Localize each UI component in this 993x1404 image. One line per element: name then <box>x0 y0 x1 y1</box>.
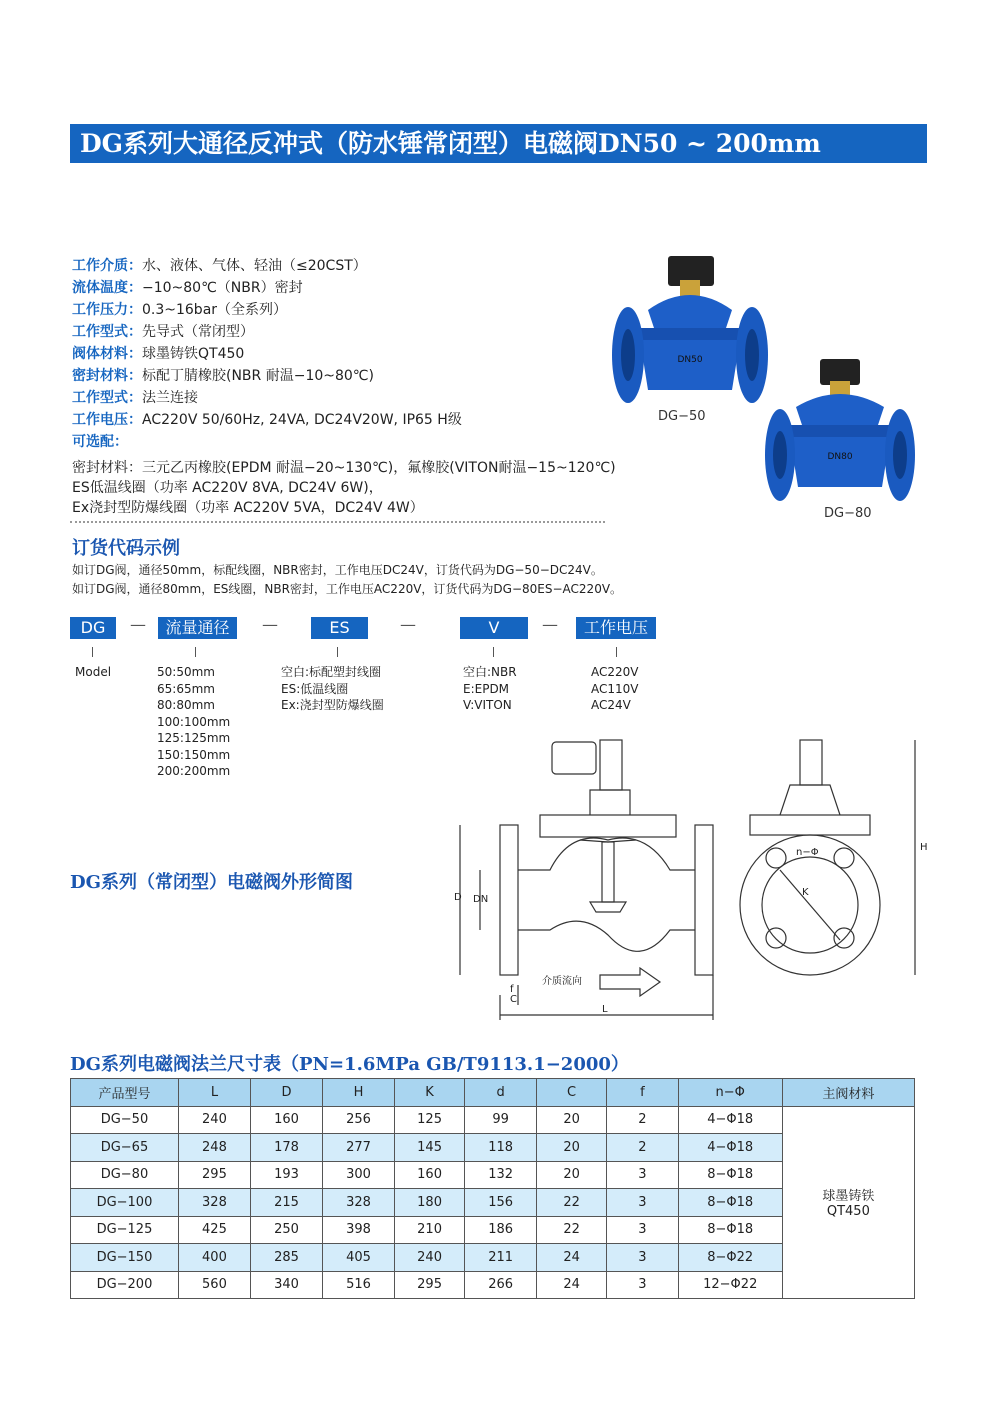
spec-list <box>72 255 462 453</box>
table-cell: 193 <box>250 1161 322 1189</box>
option-item: AC220V <box>591 665 639 679</box>
valve-body-text: DN80 <box>827 452 853 462</box>
table-cell: 156 <box>465 1189 537 1217</box>
table-cell: 8−Φ22 <box>678 1244 782 1272</box>
flange-dimension-table <box>70 1078 915 1299</box>
spec-key: 可选配： <box>72 434 128 450</box>
table-row <box>71 1106 915 1134</box>
spec-key: 工作介质： <box>72 258 142 274</box>
table-cell: 22 <box>537 1216 607 1244</box>
dim-label-nphi: n−Φ <box>796 847 819 858</box>
table-cell: 398 <box>323 1216 395 1244</box>
table-cell: 405 <box>323 1244 395 1272</box>
dotted-divider <box>70 521 605 523</box>
table-cell: 240 <box>395 1244 465 1272</box>
spec-key: 工作电压： <box>72 412 142 428</box>
spec-value: 球墨铸铁QT450 <box>142 346 245 362</box>
table-cell: 12−Φ22 <box>678 1271 782 1299</box>
code-box-size: 流量通径 <box>158 617 237 639</box>
table-cell: DG−65 <box>71 1134 179 1162</box>
connector-line <box>92 647 93 657</box>
valve-outline-drawing <box>440 730 930 1030</box>
table-cell: 277 <box>323 1134 395 1162</box>
dim-label-H: H <box>920 842 928 853</box>
table-cell: DG−125 <box>71 1216 179 1244</box>
column-header: 主阀材料 <box>782 1079 914 1107</box>
table-cell: DG−50 <box>71 1106 179 1134</box>
table-cell: 4−Φ18 <box>678 1106 782 1134</box>
seal-options <box>463 664 517 714</box>
table-cell: 328 <box>178 1189 250 1217</box>
table-cell: 8−Φ18 <box>678 1216 782 1244</box>
table-cell: 295 <box>178 1161 250 1189</box>
table-cell: 125 <box>395 1106 465 1134</box>
table-cell: 99 <box>465 1106 537 1134</box>
table-cell: DG−80 <box>71 1161 179 1189</box>
table-cell: DG−200 <box>71 1271 179 1299</box>
table-cell: 400 <box>178 1244 250 1272</box>
option-item: 空白:NBR <box>463 665 517 679</box>
flow-direction-label: 介质流向 <box>542 976 582 987</box>
table-cell: 256 <box>323 1106 395 1134</box>
table-cell: 3 <box>607 1271 679 1299</box>
spec-value: 先导式（常闭型） <box>142 324 254 340</box>
column-header: f <box>607 1079 679 1107</box>
spec-row <box>72 321 462 343</box>
connector-line <box>616 647 617 657</box>
page-title: DG系列大通径反冲式（防水锤常闭型）电磁阀DN50 ~ 200mm <box>70 124 927 163</box>
table-cell: 300 <box>323 1161 395 1189</box>
table-cell: 211 <box>465 1244 537 1272</box>
table-cell: 248 <box>178 1134 250 1162</box>
table-cell: 20 <box>537 1106 607 1134</box>
option-line: Ex浇封型防爆线圈（功率 AC220V 5VA，DC24V 4W） <box>72 500 424 516</box>
table-heading: DG系列电磁阀法兰尺寸表（PN=1.6MPa GB/T9113.1−2000） <box>70 1054 629 1075</box>
table-cell: 215 <box>250 1189 322 1217</box>
coil-options <box>281 664 384 714</box>
column-header: 产品型号 <box>71 1079 179 1107</box>
table-cell: 3 <box>607 1244 679 1272</box>
order-heading: 订货代码示例 <box>72 538 180 559</box>
column-header: L <box>178 1079 250 1107</box>
table-cell: 425 <box>178 1216 250 1244</box>
model-options <box>75 664 111 681</box>
spec-row <box>72 343 462 365</box>
dim-label-C: C <box>510 994 517 1005</box>
spec-key: 工作型式： <box>72 390 142 406</box>
table-cell: 266 <box>465 1271 537 1299</box>
table-cell: 180 <box>395 1189 465 1217</box>
table-cell: 4−Φ18 <box>678 1134 782 1162</box>
code-dash: — <box>262 615 278 634</box>
table-cell: 118 <box>465 1134 537 1162</box>
spec-row <box>72 409 462 431</box>
spec-key: 工作压力： <box>72 302 142 318</box>
code-box-coil: ES <box>311 617 368 639</box>
spec-value: 水、液体、气体、轻油（≤20CST） <box>142 258 367 274</box>
option-item: ES:低温线圈 <box>281 681 349 696</box>
table-cell: DG−100 <box>71 1189 179 1217</box>
spec-row <box>72 255 462 277</box>
table-cell: 3 <box>607 1161 679 1189</box>
column-header: D <box>250 1079 322 1107</box>
table-cell: 22 <box>537 1189 607 1217</box>
table-cell: 3 <box>607 1189 679 1217</box>
spec-key: 工作型式： <box>72 324 142 340</box>
valve-body-text: DN50 <box>677 355 703 365</box>
table-cell: 516 <box>323 1271 395 1299</box>
table-cell: 2 <box>607 1134 679 1162</box>
voltage-options <box>591 664 639 714</box>
table-cell: 132 <box>465 1161 537 1189</box>
option-line: 密封材料：三元乙丙橡胶(EPDM 耐温−20~130℃)，氟橡胶(VITON耐温−15~120℃) <box>72 460 616 476</box>
connector-line <box>337 647 338 657</box>
spec-value: AC220V 50/60Hz, 24VA, DC24V20W, IP65 H级 <box>142 412 462 428</box>
code-box-seal: V <box>460 617 528 639</box>
dim-label-K: K <box>802 887 809 898</box>
option-item: 200:200mm <box>157 764 231 778</box>
table-cell: 3 <box>607 1216 679 1244</box>
material-line: 球墨铸铁 <box>822 1189 875 1205</box>
option-line: ES低温线圈（功率 AC220V 8VA, DC24V 6W)， <box>72 480 383 496</box>
option-item: V:VITON <box>463 698 512 712</box>
table-cell: 145 <box>395 1134 465 1162</box>
spec-row <box>72 431 462 453</box>
material-cell <box>782 1106 914 1299</box>
size-options <box>157 664 230 780</box>
option-item: 150:150mm <box>157 747 231 762</box>
option-item: AC24V <box>591 698 631 712</box>
spec-row <box>72 299 462 321</box>
table-cell: 186 <box>465 1216 537 1244</box>
table-cell: 285 <box>250 1244 322 1272</box>
spec-value: −10~80℃（NBR）密封 <box>142 280 303 296</box>
dg50-valve-image <box>600 250 780 410</box>
order-examples <box>72 561 622 599</box>
dg80-label: DG−80 <box>824 506 872 521</box>
option-item: Ex:浇封型防爆线圈 <box>281 698 384 712</box>
table-cell: 8−Φ18 <box>678 1161 782 1189</box>
option-item: 125:125mm <box>157 731 231 745</box>
table-cell: DG−150 <box>71 1244 179 1272</box>
option-item: AC110V <box>591 681 639 696</box>
option-item: 空白:标配塑封线圈 <box>281 665 382 679</box>
dg50-label: DG−50 <box>658 409 706 424</box>
table-cell: 295 <box>395 1271 465 1299</box>
table-cell: 20 <box>537 1134 607 1162</box>
column-header: H <box>323 1079 395 1107</box>
dim-label-D: D <box>454 892 462 903</box>
code-box-voltage: 工作电压 <box>576 617 656 639</box>
spec-row <box>72 277 462 299</box>
code-box-model: DG <box>70 617 116 639</box>
dim-label-f: f <box>510 984 514 995</box>
table-cell: 210 <box>395 1216 465 1244</box>
code-dash: — <box>130 615 146 634</box>
options-list <box>72 458 616 518</box>
table-cell: 160 <box>250 1106 322 1134</box>
table-cell: 178 <box>250 1134 322 1162</box>
table-cell: 250 <box>250 1216 322 1244</box>
column-header: d <box>465 1079 537 1107</box>
spec-value: 0.3~16bar（全系列） <box>142 302 288 318</box>
material-line: QT450 <box>826 1204 870 1220</box>
spec-value: 法兰连接 <box>142 390 198 406</box>
table-cell: 20 <box>537 1161 607 1189</box>
spec-row <box>72 387 462 409</box>
code-dash: — <box>542 615 558 634</box>
order-example: 如订DG阀，通径50mm，标配线圈，NBR密封，工作电压DC24V，订货代码为DG−50−DC24V。 <box>72 563 603 577</box>
spec-row <box>72 365 462 387</box>
table-cell: 560 <box>178 1271 250 1299</box>
option-item: 50:50mm <box>157 665 215 679</box>
code-dash: — <box>400 615 416 634</box>
connector-line <box>493 647 494 657</box>
spec-key: 阀体材料： <box>72 346 142 362</box>
spec-key: 密封材料： <box>72 368 142 384</box>
table-cell: 8−Φ18 <box>678 1189 782 1217</box>
table-cell: 24 <box>537 1244 607 1272</box>
spec-value: 标配丁腈橡胶(NBR 耐温−10~80℃) <box>142 368 374 384</box>
option-item: E:EPDM <box>463 681 510 696</box>
column-header: C <box>537 1079 607 1107</box>
option-item: 100:100mm <box>157 714 231 729</box>
table-header-row <box>71 1079 915 1107</box>
column-header: K <box>395 1079 465 1107</box>
table-cell: 24 <box>537 1271 607 1299</box>
table-cell: 240 <box>178 1106 250 1134</box>
connector-line <box>195 647 196 657</box>
option-item: 65:65mm <box>157 681 215 696</box>
column-header: n−Φ <box>678 1079 782 1107</box>
spec-key: 流体温度： <box>72 280 142 296</box>
dg80-valve-image <box>760 355 920 505</box>
table-cell: 340 <box>250 1271 322 1299</box>
order-example: 如订DG阀，通径80mm，ES线圈，NBR密封，工作电压AC220V，订货代码为DG−80ES−AC220V。 <box>72 582 623 596</box>
option-item: Model <box>75 665 112 679</box>
table-cell: 328 <box>323 1189 395 1217</box>
drawing-heading: DG系列（常闭型）电磁阀外形简图 <box>70 872 353 893</box>
option-item: 80:80mm <box>157 698 215 712</box>
dim-label-DN: DN <box>473 894 489 905</box>
dim-label-L: L <box>602 1004 608 1015</box>
table-cell: 2 <box>607 1106 679 1134</box>
table-cell: 160 <box>395 1161 465 1189</box>
